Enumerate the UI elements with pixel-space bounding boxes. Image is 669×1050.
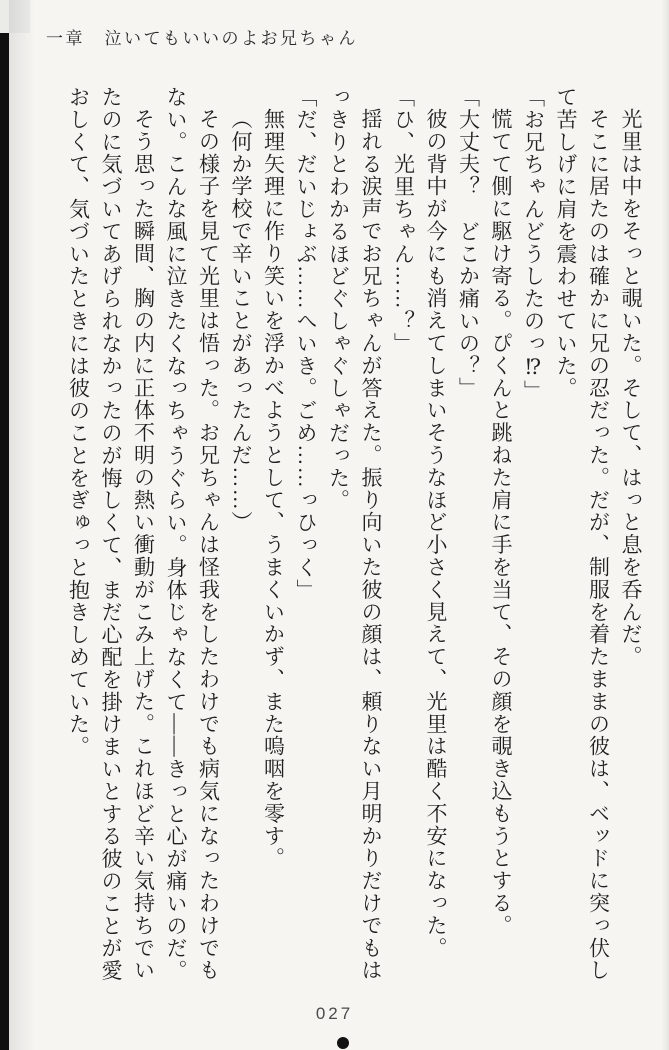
text-column: 「大丈夫？ どこか痛いの？」 — [456, 86, 481, 400]
text-column: 彼の背中が今にも消えてしまいそうなほど小さく見えて、光里は酷く不安になった。 — [424, 108, 448, 960]
text-column: そこに居たのは確かに兄の忍だった。だが、制服を着たままの彼は、ベッドに突っ伏し — [586, 108, 611, 982]
scan-right-edge-shade — [661, 0, 669, 1050]
text-column: っきりとわかるほどぐしゃぐしゃだった。 — [326, 86, 351, 512]
text-column: たのに気づいてあげられなかったのが悔しくて、まだ心配を掛けまいとする彼のことが愛 — [99, 86, 123, 982]
text-column: 無理矢理に作り笑いを浮かべようとして、うまくいかず、また嗚咽を零す。 — [261, 108, 286, 870]
text-column: て苦しげに肩を震わせていた。 — [554, 86, 578, 400]
text-column: 「だ、だいじょぶ……へいき。ごめ……っひっく」 — [294, 86, 318, 602]
text-column: 慌てて側に駆け寄る。ぴくんと跳ねた肩に手を当て、その顔を覗き込もうとする。 — [489, 108, 513, 937]
text-column: 「ひ、光里ちゃん……？」 — [391, 86, 416, 355]
scan-left-edge-bar — [0, 33, 9, 1050]
section-end-dot — [337, 1037, 349, 1049]
text-column: 「お兄ちゃんどうしたのっ⁉」 — [521, 86, 546, 403]
text-column: そう思った瞬間、胸の内に正体不明の熱い衝動がこみ上げた。これほど辛い気持ちでい — [131, 108, 156, 982]
scan-gutter-shade — [9, 0, 35, 1050]
text-column: その様子を見て光里は悟った。お兄ちゃんは怪我をしたわけでも病気になったわけでも — [196, 108, 221, 982]
text-column: ない。こんな風に泣きたくなっちゃうぐらい。身体じゃなくて――きっと心が痛いのだ。 — [164, 86, 188, 982]
text-column: （何か学校で辛いことがあったんだ……） — [229, 108, 253, 534]
text-column: おしくて、気づいたときには彼のことをぎゅっと抱きしめていた。 — [66, 86, 91, 758]
text-column: 揺れる涙声でお兄ちゃんが答えた。振り向いた彼の顔は、頼りない月明かりだけでもは — [359, 108, 383, 982]
chapter-header: 一章 泣いてもいいのよお兄ちゃん — [46, 29, 358, 48]
text-body — [55, 86, 641, 982]
text-column: 光里は中をそっと覗いた。そして、はっと息を呑んだ。 — [619, 108, 643, 668]
page-number: 027 — [315, 1004, 354, 1023]
